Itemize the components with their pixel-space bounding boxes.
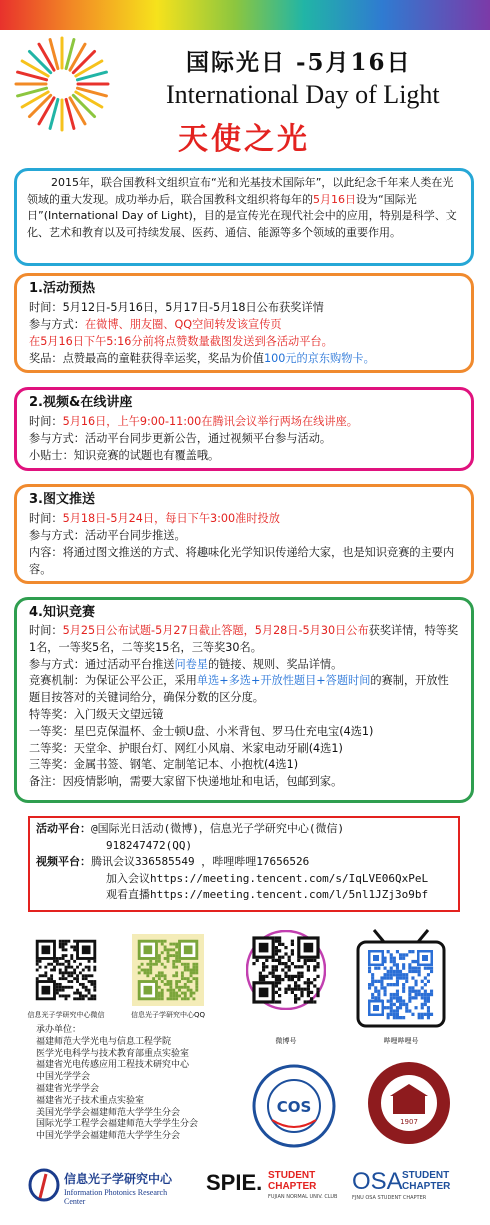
quiz-time: 5月25日公布试题-5月27日截止答题，5月28日-5月30日公布 — [62, 624, 369, 637]
wechat-qr-label: 信息光子学研究中心微信 — [27, 1011, 105, 1019]
organizers — [36, 1025, 198, 1143]
intro-box — [14, 168, 474, 266]
warmup-prize-value: 100元的京东购物卡。 — [263, 352, 375, 365]
push-time-label: 时间： — [29, 512, 63, 525]
section-heading: 4.知识竞赛 — [29, 605, 95, 620]
organizer-item: 美国光学学会福建师范大学学生分会 — [36, 1107, 181, 1118]
warmup-method-label: 参与方式： — [29, 318, 85, 331]
video-platforms: 腾讯会议336585549 ，哔哩哔哩17656526 — [91, 855, 310, 868]
organizer-item: 中国光学学会 — [36, 1072, 91, 1083]
prize-second: 二等奖：天堂伞、护眼台灯、网红小风扇、米家电动牙刷(4选1) — [29, 741, 343, 755]
osa-logo — [352, 1168, 472, 1202]
activity-platforms: @国际光日活动(微博)，信息光子学研究中心(微信) — [91, 822, 345, 835]
organizer-item: 福建省光子技术重点实验室 — [36, 1095, 145, 1106]
qq-number: 918247472(QQ) — [106, 838, 193, 852]
section-quiz — [14, 597, 474, 803]
activity-label: 活动平台： — [36, 822, 91, 835]
join-meeting-link[interactable]: 加入会议https://meeting.tencent.com/s/IqLVE06QxPeL — [106, 871, 429, 885]
quiz-mechanism-rest: 的赛制，开放性题目按答对的关键词给分，确保分数的区分度。 — [29, 674, 449, 705]
warmup-time: 时间：5月12日-5月16日，5月17日-5月18日公布获奖详情 — [29, 301, 324, 314]
quiz-note: 备注：因疫情影响，需要大家留下快递地址和电话，包邮到家。 — [29, 775, 343, 789]
english-title: International Day of Light — [166, 80, 440, 109]
spie-sub: FUJIAN NORMAL UNIV. CLUB — [268, 1194, 338, 1200]
section-heading: 1.活动预热 — [29, 281, 95, 296]
quiz-method: 参与方式：通过活动平台推送 — [29, 657, 175, 671]
intro-text-1: 2015年，联合国教科文组织宣布“光和光基技术国际年”，以此纪念千年来人类在光领域的重大发现。成功举办后，联合国教科文组织将每年的 — [27, 176, 454, 206]
ipc-name-en: Information Photonics Research Center — [64, 1188, 168, 1206]
prize-grand: 特等奖：入门级天文望远镜 — [29, 707, 164, 721]
organizers-heading: 承办单位： — [36, 1025, 82, 1035]
intro-text-2: 设为“国际光日”(International Day of Light)，目的是宣传光在现代社会中的应用，特别是科学、文化、艺术和教育以及可持续发展、医药、通信、能源等多个领域的重要作用。 — [27, 192, 457, 239]
fjnu-seal-logo — [366, 1060, 452, 1146]
slogan: 天使之光 — [178, 122, 310, 157]
bilibili-qr-code — [356, 928, 446, 1028]
section-heading: 3.图文推送 — [29, 492, 95, 507]
platforms-box — [28, 816, 460, 912]
ipc-logo-icon — [28, 1168, 60, 1202]
wechat-qr-code — [30, 934, 102, 1006]
spie-student: STUDENT — [268, 1170, 316, 1181]
organizer-item: 医学光电科学与技术教育部重点实验室 — [36, 1048, 190, 1059]
organizer-item: 福建省光学学会 — [36, 1083, 100, 1094]
section-heading: 2.视频&在线讲座 — [29, 395, 133, 410]
lecture-tip: 小贴士：知识竞赛的试题也有覆盖哦。 — [29, 449, 220, 462]
quiz-time-label: 时间： — [29, 624, 63, 637]
weibo-qr-code — [246, 930, 326, 1010]
section-push — [14, 484, 474, 584]
quiz-method-rest: 的链接、规则、奖品详情。 — [208, 657, 343, 671]
warmup-method: 在微博、朋友圈、QQ空间转发该宣传页 — [84, 318, 282, 331]
weibo-qr-label: 微博号 — [275, 1037, 297, 1045]
qq-qr-code — [132, 934, 204, 1006]
warmup-method-2: 在5月16日下午5:16分前将点赞数量截图发送到各活动平台。 — [29, 335, 333, 348]
quiz-platform: 问卷星 — [174, 657, 209, 671]
svg-text:1907: 1907 — [400, 1118, 418, 1126]
osa-sub: FJNU OSA STUDENT CHAPTER — [352, 1195, 427, 1201]
prize-first: 一等奖：星巴克保温杯、金士顿U盘、小米背包、罗马仕充电宝(4选1) — [29, 724, 374, 738]
quiz-mechanism: 竞赛机制：为保证公平公正，采用 — [29, 674, 197, 688]
spie-wordmark: SPIE. — [206, 1170, 263, 1195]
rainbow-banner — [0, 0, 490, 30]
lecture-method: 参与方式：活动平台同步更新公告，通过视频平台参与活动。 — [29, 432, 332, 445]
cos-seal-logo — [252, 1064, 336, 1148]
osa-chapter: CHAPTER — [402, 1181, 451, 1192]
organizer-item: 福建省光电传感应用工程技术研究中心 — [36, 1060, 190, 1071]
watch-live-link[interactable]: 观看直播https://meeting.tencent.com/l/5nl1JZj3o9bf — [106, 888, 429, 901]
organizer-item: 国际光学工程学会福建师范大学学生分会 — [36, 1119, 199, 1130]
lecture-time-label: 时间： — [29, 415, 63, 428]
osa-student: STUDENT — [402, 1170, 450, 1181]
spie-chapter: CHAPTER — [268, 1181, 317, 1192]
ipc-logo — [28, 1168, 188, 1206]
qq-qr-label: 信息光子学研究中心QQ — [130, 1011, 206, 1019]
video-label: 视频平台： — [36, 855, 91, 868]
push-method: 参与方式：活动平台同步推送。 — [29, 529, 186, 542]
organizer-item: 中国光学学会福建师范大学学生分会 — [36, 1131, 181, 1142]
spie-logo — [206, 1168, 346, 1202]
svg-text:COS: COS — [276, 1098, 312, 1116]
warmup-prize: 奖品：点赞最高的童鞋获得幸运奖，奖品为价值 — [29, 352, 264, 365]
lecture-time: 5月16日，上午9:00-11:00在腾讯会议举行两场在线讲座。 — [62, 415, 358, 428]
organizer-item: 福建师范大学光电与信息工程学院 — [36, 1036, 172, 1047]
prize-third: 三等奖：金属书签、钢笔、定制笔记本、小抱枕(4选1) — [29, 758, 299, 772]
osa-wordmark: OSA — [352, 1168, 403, 1195]
quiz-time-rest: 获奖详情，特等奖1名，一等奖5名，二等奖15名，三等奖30名。 — [29, 624, 459, 654]
section-warmup — [14, 273, 474, 373]
bilibili-qr-label: 哔哩哔哩号 — [383, 1037, 419, 1045]
page-title: 国际光日 -5月16日 — [186, 49, 412, 76]
ipc-name-cn: 信息光子学研究中心 — [64, 1172, 173, 1186]
intro-date: 5月16日 — [313, 192, 356, 206]
quiz-format: 单选+多选+开放性题目+答题时间 — [196, 674, 371, 688]
push-time: 5月18日-5月24日，每日下午3:00准时投放 — [62, 512, 280, 525]
push-content: 内容：将通过图文推送的方式、将趣味化光学知识传递给大家，也是知识竞赛的主要内容。 — [29, 546, 455, 576]
section-lecture — [14, 387, 474, 471]
sun-rays-icon — [14, 36, 110, 132]
